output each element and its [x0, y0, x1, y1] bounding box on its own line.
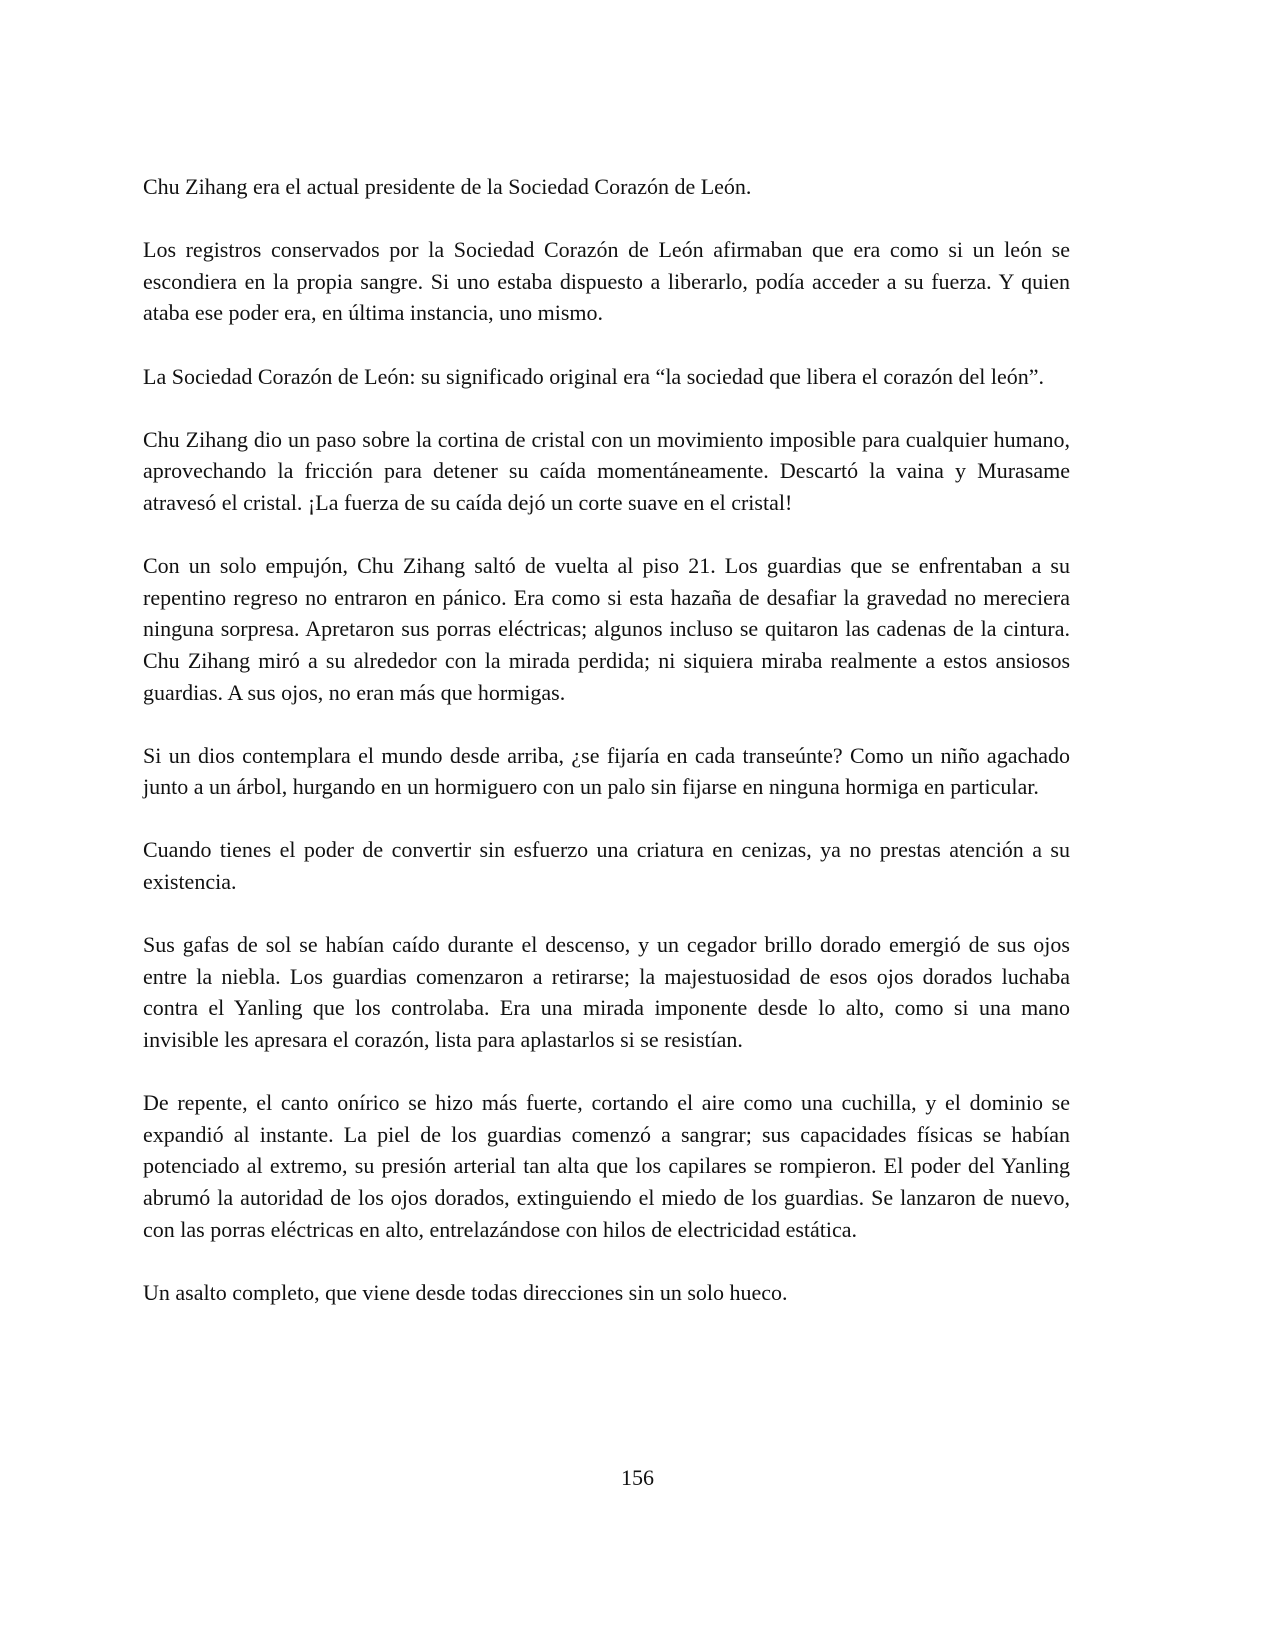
- paragraph: Los registros conservados por la Sociedad Corazón de León afirmaban que era como si un león se escondiera en la propia sangre. Si uno estaba dispuesto a liberarlo, podía acceder a su fuerza. Y quien ataba ese poder era, en última instancia, uno mismo.: [143, 237, 1070, 326]
- paragraph: Chu Zihang dio un paso sobre la cortina de cristal con un movimiento imposible para cualquier humano, aprovechando la fricción para detener su caída momentáneamente. Descartó la vaina y Murasame atravesó el cristal. ¡La fuerza de su caída dejó un corte suave en el cristal!: [143, 426, 1070, 515]
- paragraph: La Sociedad Corazón de León: su significado original era “la sociedad que libera el corazón del león”.: [143, 363, 1045, 389]
- paragraph: Si un dios contemplara el mundo desde arriba, ¿se fijaría en cada transeúnte? Como un niño agachado junto a un árbol, hurgando en un hormiguero con un palo sin fijarse en ninguna hormiga en particular.: [143, 742, 1070, 800]
- paragraph: Chu Zihang era el actual presidente de la Sociedad Corazón de León.: [143, 174, 752, 199]
- paragraph: Cuando tienes el poder de convertir sin esfuerzo una criatura en cenizas, ya no prestas atención a su existencia.: [143, 837, 1070, 895]
- page-body: [143, 171, 1070, 1340]
- paragraph: Con un solo empujón, Chu Zihang saltó de vuelta al piso 21. Los guardias que se enfrentaban a su repentino regreso no entraron en pánico. Era como si esta hazaña de desafiar la gravedad no mereciera ninguna sorpresa. Apretaron sus porras eléctricas; algunos incluso se quitaron las cadenas de la cintura. Chu Zihang miró a su alrededor con la mirada perdida; ni siquiera miraba realmente a estos ansiosos guardias. A sus ojos, no eran más que hormigas.: [143, 553, 1070, 705]
- paragraph: Sus gafas de sol se habían caído durante el descenso, y un cegador brillo dorado emergió de sus ojos entre la niebla. Los guardias comenzaron a retirarse; la majestuosidad de esos ojos dorados luchaba contra el Yanling que los controlaba. Era una mirada imponente desde lo alto, como si una mano invisible les apresara el corazón, lista para aplastarlos si se resistían.: [143, 932, 1070, 1053]
- paragraph: Un asalto completo, que viene desde todas direcciones sin un solo hueco.: [143, 1279, 788, 1305]
- page-number: 156: [621, 1465, 654, 1490]
- paragraph: De repente, el canto onírico se hizo más fuerte, cortando el aire como una cuchilla, y el dominio se expandió al instante. La piel de los guardias comenzó a sangrar; sus capacidades físicas se habían potenciado al extremo, su presión arterial tan alta que los capilares se rompieron. El poder del Yanling abrumó la autoridad de los ojos dorados, extinguiendo el miedo de los guardias. Se lanzaron de nuevo, con las porras eléctricas en alto, entrelazándose con hilos de electricidad estática.: [143, 1090, 1070, 1242]
